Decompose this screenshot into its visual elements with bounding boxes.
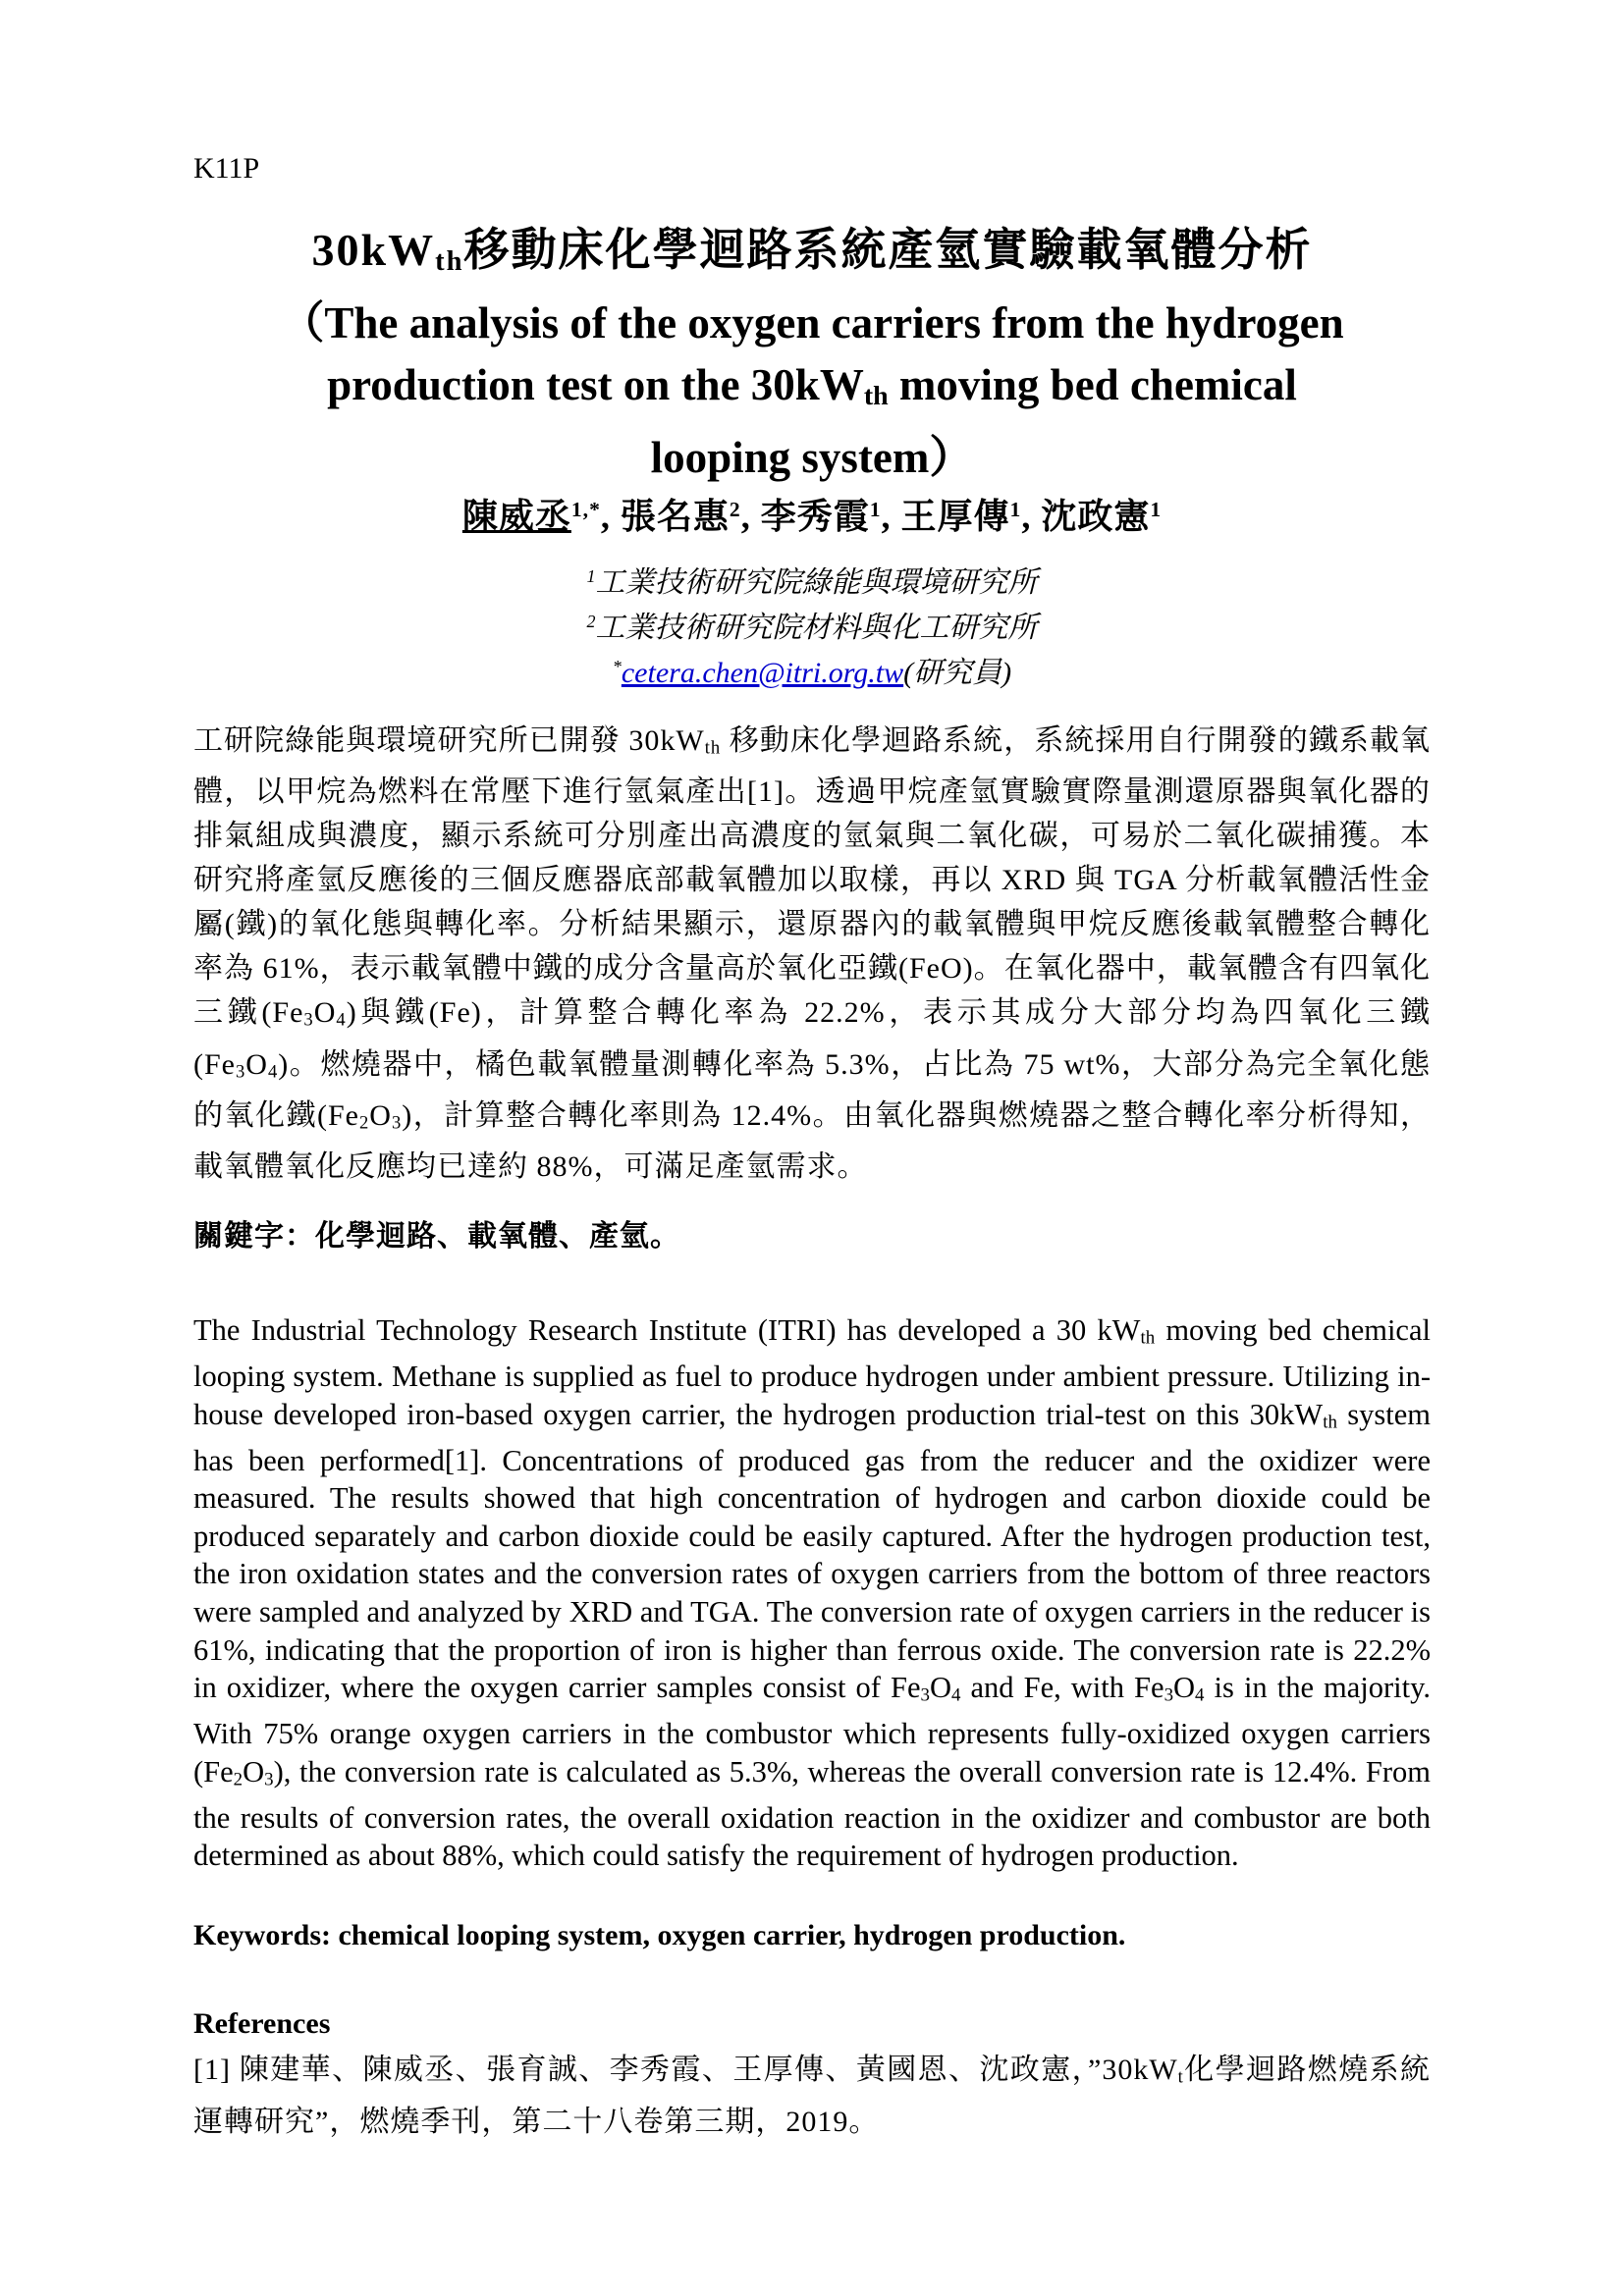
abstract-zh — [193, 719, 1431, 1189]
title-zh-post: 移動床化學迴路系統產氫實驗載氧體分析 — [463, 225, 1313, 275]
subscript-text: t — [1177, 2066, 1184, 2088]
text-run: The Industrial Technology Research Institute (ITRI) has developed a 30 kW — [193, 1313, 1141, 1347]
subscript-text: th — [1140, 1327, 1156, 1349]
title-en-line3: looping system） — [650, 433, 974, 483]
affiliation-text: 工業技術研究院材料與化工研究所 — [595, 612, 1038, 644]
contact — [0, 648, 1624, 691]
author-sep: , — [1021, 497, 1042, 536]
author-name: 王厚傳 — [900, 497, 1010, 536]
title-zh-sub: th — [435, 246, 464, 278]
author-sep: , — [740, 497, 761, 536]
subscript-text: 4 — [336, 1009, 347, 1031]
subscript-text: 3 — [264, 1769, 274, 1790]
text-run: 移動床化學迴路系統，系統採用自行開發的鐵系載氧體，以甲烷為燃料在常壓下進行氫氣產出[1]。透過甲烷產氫實驗實際量測還原器與氧化器的排氣組成與濃度，顯示系統可分別產出高濃度的氫氣與二氧化碳，可易於二氧化碳捕獲。本研究將產氫反應後的三個反應器底部載氧體加以取樣，再以 XRD 與 TGA 分析載氧體活性金屬(鐵)的氧化態與轉化率。分析結果顯示，還原器內的載氧體與甲烷反應後載氧體整合轉化率為 61%，表示載氧體中鐵的成分含量高於氧化亞鐵(FeO)。在氧化器中，載氧體含有四氧化三鐵(Fe — [193, 724, 1431, 1030]
author-mark: 1 — [1150, 498, 1163, 522]
author-sep: , — [600, 497, 621, 536]
subscript-text: 3 — [303, 1009, 314, 1031]
text-run: O — [245, 1047, 268, 1081]
author-list — [0, 489, 1624, 539]
subscript-text: 2 — [233, 1769, 244, 1790]
author-name: 沈政憲 — [1041, 497, 1151, 536]
author-mark: 1 — [869, 498, 882, 522]
keywords-en: Keywords: chemical looping system, oxygen carrier, hydrogen production. — [193, 1919, 1126, 1951]
subscript-text: th — [1323, 1411, 1337, 1432]
subscript-text: 3 — [391, 1112, 403, 1134]
title-en-line2 — [196, 354, 1428, 427]
title-zh — [0, 214, 1624, 279]
reference-item — [193, 2048, 1431, 2145]
title-en-line1: （The analysis of the oxygen carriers from the hydrogen — [280, 298, 1344, 347]
subscript-text: 3 — [1164, 1684, 1174, 1706]
author-name: 李秀霞 — [760, 497, 870, 536]
text-run: moving bed chemical looping system. Methane is supplied as fuel to produce hydrogen under ambient pressure. Utilizing in-house developed iron-based oxygen carrier, the hydrogen production trial-test on this 30kW — [193, 1313, 1431, 1431]
author-sep: , — [881, 497, 901, 536]
contact-role: (研究員) — [903, 657, 1012, 689]
subscript-text: 3 — [236, 1061, 246, 1083]
paper-code: K11P — [193, 152, 260, 185]
title-en-line2-sub: th — [863, 381, 889, 412]
text-run: )與鐵(Fe)，計算整合轉化率為 22.2%，表示其成分大部分均為四氧化三鐵(Fe — [193, 996, 1431, 1081]
title-en — [196, 293, 1428, 489]
text-run: )。燃燒器中，橘色載氧體量測轉化率為 5.3%，占比為 75 wt%，大部分為完全氧化態的氧化鐵(Fe — [193, 1047, 1431, 1133]
text-run: is in the majority. With 75% orange oxygen carriers in the combustor which represents fully-oxidized oxygen carriers (Fe — [193, 1671, 1432, 1789]
abstract-en — [193, 1311, 1431, 1875]
title-en-line2-pre: production test on the 30kW — [327, 360, 864, 409]
references-heading: References — [193, 2007, 331, 2040]
text-run: ), the conversion rate is calculated as 5.3%, whereas the overall conversion rate is 12.4%. From the results of conversion rates, the overall oxidation reaction in the oxidizer and combustor are both determined as about 88%, which could satisfy the requirement of hydrogen production. — [193, 1754, 1431, 1873]
subscript-text: th — [704, 737, 722, 759]
subscript-text: 4 — [267, 1061, 279, 1083]
text-run: )，計算整合轉化率則為 12.4%。由氧化器與燃燒器之整合轉化率分析得知，載氧體氧化反應均已達約 88%，可滿足產氫需求。 — [193, 1099, 1431, 1184]
author-mark: 2 — [729, 498, 741, 522]
text-run: O — [929, 1671, 952, 1705]
affiliation — [0, 558, 1624, 601]
text-run: system has been performed[1]. Concentrations of produced gas from the reducer and the oxidizer were measured. The results showed that high concentration of hydrogen and carbon dioxide could be produced separately and carbon dioxide could be easily captured. After the hydrogen production test, the iron oxidation states and the conversion rates of oxygen carriers from the bottom of three reactors were sampled and analyzed by XRD and TGA. The conversion rate of oxygen carriers in the reducer is 61%, indicating that the proportion of iron is higher than ferrous oxide. The conversion rate is 22.2% in oxidizer, where the oxygen carrier samples consist of Fe — [193, 1397, 1431, 1705]
affiliation-mark: 1 — [586, 566, 596, 587]
contact-mark: * — [612, 657, 622, 677]
author-name: 張名惠 — [620, 497, 730, 536]
subscript-text: 4 — [951, 1684, 961, 1706]
text-run: [1] 陳建華、陳威丞、張育誠、李秀霞、王厚傳、黃國恩、沈政憲，”30kW — [193, 2054, 1178, 2086]
text-run: O — [369, 1099, 392, 1133]
subscript-text: 2 — [358, 1112, 370, 1134]
author-name: 陳威丞 — [461, 497, 571, 536]
subscript-text: 4 — [1195, 1684, 1205, 1706]
text-run: and Fe, with Fe — [960, 1671, 1164, 1705]
affiliation — [0, 603, 1624, 646]
subscript-text: 3 — [920, 1684, 930, 1706]
text-run: O — [313, 996, 337, 1030]
text-run: 工研院綠能與環境研究所已開發 30kW — [193, 724, 705, 757]
text-run: 化學迴路燃燒系統運轉研究”，燃燒季刊，第二十八卷第三期，2019。 — [193, 2054, 1431, 2139]
text-run: O — [243, 1754, 265, 1789]
text-run: O — [1173, 1671, 1196, 1705]
title-en-line2-post: moving bed chemical — [888, 360, 1297, 409]
email-link[interactable]: cetera.chen@itri.org.tw — [621, 657, 904, 689]
title-zh-pre: 30kW — [311, 225, 436, 275]
affiliation-mark: 2 — [586, 612, 596, 632]
author-mark: 1,* — [570, 498, 601, 522]
keywords-zh: 關鍵字：化學迴路、載氧體、產氫。 — [193, 1220, 680, 1253]
affiliation-text: 工業技術研究院綠能與環境研究所 — [595, 566, 1038, 599]
author-mark: 1 — [1009, 498, 1022, 522]
